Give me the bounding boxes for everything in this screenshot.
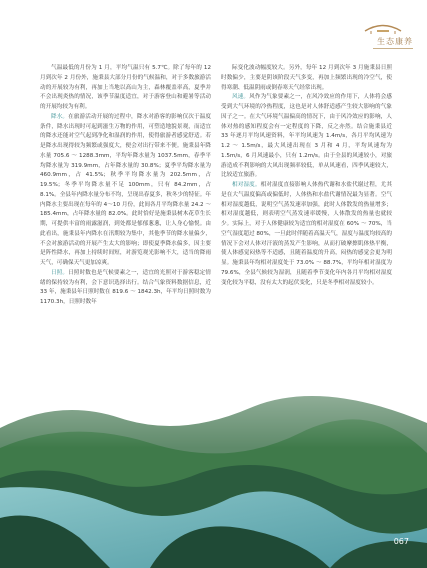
paragraph-humidity: 相对湿度。相对湿度直接影响人体热代谢和水盐代谢过程，尤其是在大气温度偏高或偏低时，人体热和水盐代谢情况最为显著。空气相对湿度越低，说明空气蒸发速率加强，此时人体散发的热量增多；相对湿度越低，则表明空气蒸发速率缓慢，人体散发的热量也就较少。实际上，对于人体健康较为适宜的相对湿度在 60% ～ 70%，当空气湿度超过 80%，一旦此时伴随着高温天气，湿度与温度均较高的情况下会对人体对汗液的蒸发产生影响，从而打破摩擦肌体热平衡，使人体感觉闷热等不适感，且随着温度的升高，闷热的感觉会更为明显。施秉县年均相对湿度处于 73.0% ～ 88.7%，平均年相对湿度为 79.6%，全县气候较为湿润，且随着季节变化年内各月平均相对湿度变化较为平稳，没有太大的起伏变化，只是冬季相对湿度较小。 (221, 182, 392, 286)
page-number: 067 (393, 537, 409, 546)
paragraph: 气温最低的月份为 1 月，平均气温只有 5.7℃。除了每年的 12 月到次年 2 月份外，施秉县大部分月份的气候温和，对于多数旅游活动的开展较为有利，再加上当地以高山为主，森林覆盖率高，夏季并不会出现炎热的情况，该季节温度适宜，对于游客登山和避暑等活动的开展均较为有利。 (40, 65, 211, 110)
pavilion-roof-icon (363, 22, 403, 34)
text-column-left (40, 64, 211, 308)
paragraph-lead: 风速。 (232, 94, 250, 101)
section-title: 生态康养 (377, 37, 413, 46)
paragraph: 际变化波动幅度较大。另外，每年 12 月到次年 3 月施秉县日照时数偏少，主要是阴该阶段天气多变，再加上频繁出现的冷空气，使得寒潮、低温阴雨或倒春寒天气经常出现。 (221, 65, 392, 91)
paragraph-lead: 降水。 (51, 113, 69, 120)
paragraph-wind: 风速。风作为气象要素之一，在风冷效应的作用下，人体将会感受到大气环境的冷热程度，这也是对人体舒适感产生较大影响的气象因子之一。在大气环境气温偏高的情况下，由于风冷效应的影响，人体对热的感知程度会有一定程度的下降，反之亦然。结合施秉县近 33 年逐月平均风速资料，年平均风速为 1.4m/s，各月平均风速为 1.2 ～ 1.5m/s，最大风速出现在 3 月和 4 月，平均风速均为 1.5m/s，6 月风速最小，只有 1.2m/s。由于全县的风速较小，对旅游造成不利影响的大风出现频率较低，单从风速看，四季风速较大，比较适宜旅游。 (221, 94, 392, 179)
paragraph-precipitation: 降水。在旅游活动开展的过程中，降水对游客的影响仅次于温度条件，降水出现时可起到滋生万物的作用，可塑造地貌景观，而适宜的降水还能对空气起到净化和湿润的作用，使得旅游者感觉舒适。若是降水出现得较为频繁或强度大，便会对出行带来不便。施秉县年降水量 705.6 ～ 1288.3mm，平均年降水量为 1037.5mm，春季平均降水量为 319.9mm，占年降水量的 30.8%；夏季平均降水量为 460.9mm，占 41.5%；秋季平均降水量为 202.5mm，占 19.5%；冬季平均降水量不足 100mm，只有 84.2mm，占 8.1%。全县年内降水量分布不均，呈现出春夏多，秋冬少的特征。年内降水主要出现在每年的 4～10 月份，此间各月平均降水量 24.2 ～ 185.4mm，占年降水量的 82.0%。此时恰好是施秉县树木花草生长期，可提供丰富的雨露滋润，到处都是郁郁葱葱，让人身心愉悦。由此看出，施秉县年内降水在汛期较为集中，其他季节的降水量偏少，不会对旅游活动的开展产生太大的影响；即使夏季降水偏多，因主要是阵性降水，再加上持续时间短，对游览观光影响不大，适当的降雨天气，可确保天气更加凉爽。 (40, 113, 211, 266)
header-divider (373, 48, 413, 49)
section-header (353, 22, 413, 50)
text-column-right (221, 64, 392, 288)
aerial-river-gorge-photo (0, 368, 427, 568)
paragraph-lead: 相对湿度。 (232, 182, 261, 188)
paragraph-sunshine: 日照。日照时数也是气候要素之一，适宜的光照对于游客稳定情绪的保持较为有利，会下意识选择出行。结合气象资料数据信息，近 33 年，施秉县年日照时数在 819.6 ～ 1842.3h，年平均日照时数为 1170.3h，日照时数年 (40, 269, 211, 305)
paragraph-lead: 日照。 (51, 269, 69, 276)
